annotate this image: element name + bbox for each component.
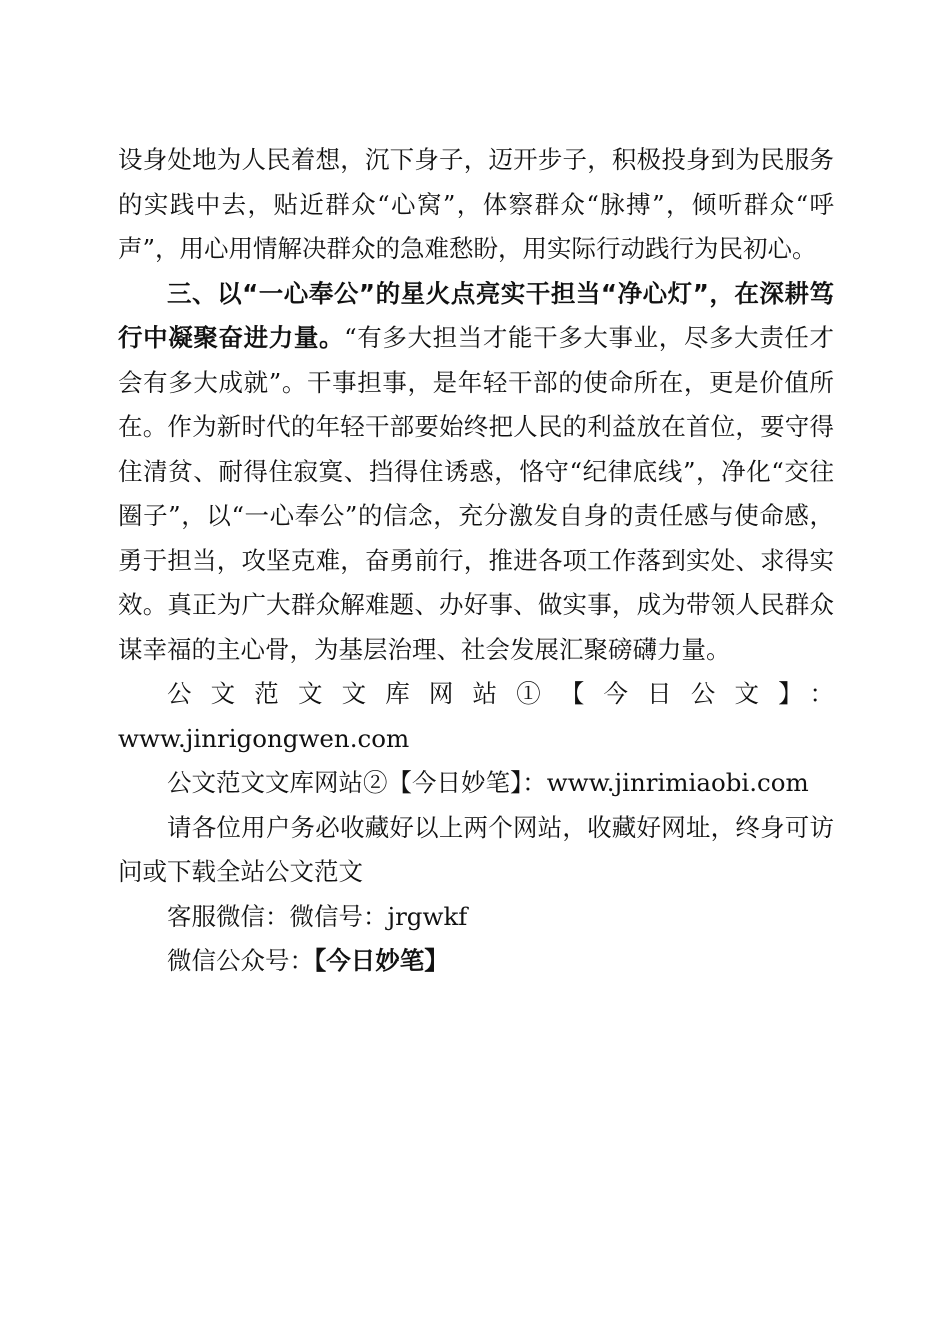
site2-label: 公文范文文库网站②【今日妙笔】： [167,768,547,797]
site2-url[interactable]: www.jinrimiaobi.com [546,768,809,797]
official-account-line [118,939,834,984]
customer-service-label: 客服微信：微信号： [167,901,388,931]
document-page [118,138,834,984]
official-account-label: 微信公众号： [167,946,314,975]
section-three-heading: 三、以“一心奉公”的星火点亮实干担当“净心灯”，在深耕笃行中凝聚奋进力量。 [118,278,834,352]
site1-label: 公文范文文库网站①【今日公文】： [167,679,834,708]
site1-url[interactable]: www.jinrigongwen.com [118,723,410,753]
site2-line [118,761,834,806]
section-three-body: “有多大担当才能干多大事业，尽多大责任才会有多大成就”。干事担事，是年轻干部的使命所在，更是价值所在。作为新时代的年轻干部要始终把人民的利益放在首位，要守得住清贫、耐得住寂寞、挡得住诱惑，恪守“纪律底线”，净化“交往圈子”，以“一心奉公”的信念，充分激发自身的责任感与使命感，勇于担当，攻坚克难，奋勇前行，推进各项工作落到实处、求得实效。真正为广大群众解难题、办好事、做实事，成为带领人民群众谋幸福的主心骨，为基层治理、社会发展汇聚磅礴力量。 [118,323,835,664]
section-three-paragraph [118,272,834,673]
official-account-name: 【今日妙笔】 [314,946,449,975]
bookmark-notice: 请各位用户务必收藏好以上两个网站，收藏好网址，终身可访问或下载全站公文范文 [118,812,834,886]
customer-service-id: jrgwkf [387,901,468,931]
site1-label-line [118,672,834,717]
body-paragraph: 设身处地为人民着想，沉下身子，迈开步子，积极投身到为民服务的实践中去，贴近群众“心窝”，体察群众“脉搏”，倾听群众“呼声”，用心用情解决群众的急难愁盼，用实际行动践行为民初心。 [118,145,834,263]
customer-service-line [118,895,834,940]
site1-url-line [118,717,834,762]
